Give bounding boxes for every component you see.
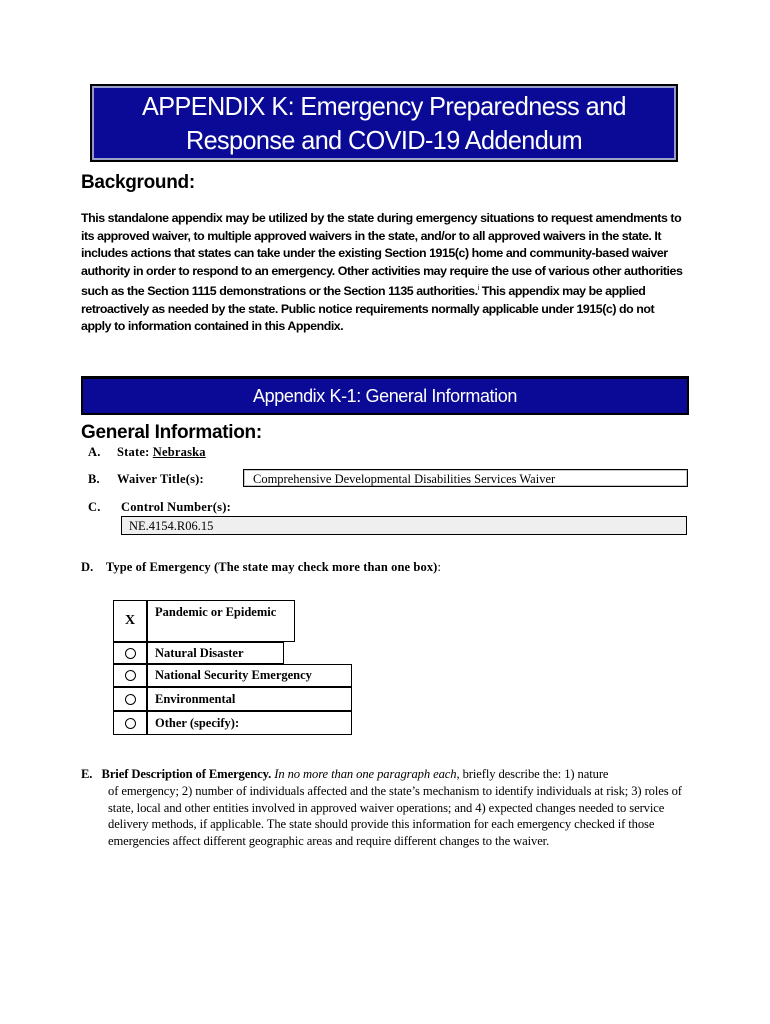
footnote-marker[interactable]: i	[477, 285, 479, 292]
waiver-title-label: Waiver Title(s):	[117, 472, 204, 486]
emergency-description-text-1: , briefly describe the: 1) nature	[456, 767, 609, 781]
waiver-title-field[interactable]: Comprehensive Developmental Disabilities Services Waiver	[243, 469, 688, 487]
radio-national-security[interactable]	[113, 664, 147, 687]
radio-circle-icon	[125, 670, 136, 681]
option-natural-disaster-label: Natural Disaster	[147, 642, 284, 664]
item-b-letter: B.	[88, 472, 100, 486]
radio-environmental[interactable]	[113, 687, 147, 711]
option-national-security-label: National Security Emergency	[147, 664, 352, 687]
emergency-description-text-2: of emergency; 2) number of individuals affected and the state’s mechanism to identify individuals at risk; 3) roles of state, local and other entities involved in approved waiver operations; and 4) expected changes needed to service delivery methods, if applicable. The state should provide this information for each emergency checked if those emergencies affect different geographic areas and require different changes to the waiver.	[108, 783, 682, 849]
general-information-heading: General Information:	[81, 422, 262, 443]
emergency-type-label: Type of Emergency (The state may check more than one box)	[105, 560, 438, 574]
control-number-field[interactable]: NE.4154.R06.15	[121, 516, 687, 535]
appendix-k1-banner: Appendix K-1: General Information	[81, 376, 689, 415]
check-x-mark: X	[124, 613, 136, 628]
emergency-type-colon: :	[437, 560, 441, 574]
background-text-2: This appendix may be applied retroactively as needed by the state. Public notice requirements normally applicable under 1915(c) do not apply to information contained in this Appendix.	[81, 284, 655, 334]
control-number-label: Control Number(s):	[121, 500, 231, 514]
option-pandemic-label: Pandemic or Epidemic	[147, 600, 295, 642]
item-a-letter: A.	[88, 445, 101, 459]
radio-other[interactable]	[113, 711, 147, 735]
radio-circle-icon	[125, 694, 136, 705]
state-label: State:	[117, 445, 153, 459]
radio-circle-icon	[125, 718, 136, 729]
background-text-1: This standalone appendix may be utilized by the state during emergency situations to request amendments to its approved waiver, to multiple approved waivers in the state, and/or to all approved waivers in the state. It includes actions that states can take under the existing Section 1915(c) home and community-based waiver authority in order to respond to an emergency. Other activities may require the use of various other authorities such as the Section 1115 demonstrations or the Section 1135 authorities.	[81, 211, 683, 299]
title-line-2: Response and COVID-19 Addendum	[185, 125, 583, 155]
item-e-letter: E.	[81, 767, 93, 781]
item-c-letter: C.	[88, 500, 101, 514]
background-paragraph	[81, 210, 687, 336]
emergency-description-paragraph	[81, 766, 689, 850]
option-environmental-label: Environmental	[147, 687, 352, 711]
emergency-description-label: Brief Description of Emergency.	[101, 767, 272, 781]
checkbox-pandemic[interactable]	[113, 600, 147, 642]
item-d-letter: D.	[81, 560, 94, 574]
title-line-1: APPENDIX K: Emergency Preparedness and	[142, 91, 626, 121]
emergency-description-italic: In no more than one paragraph each	[274, 767, 457, 781]
emergency-type-prompt	[81, 560, 441, 575]
state-value[interactable]: Nebraska	[152, 445, 206, 459]
option-other-label: Other (specify):	[147, 711, 352, 735]
background-heading: Background:	[81, 172, 195, 193]
appendix-title-banner	[90, 84, 678, 162]
radio-natural-disaster[interactable]	[113, 642, 147, 664]
state-field	[117, 445, 206, 460]
radio-circle-icon	[125, 648, 136, 659]
